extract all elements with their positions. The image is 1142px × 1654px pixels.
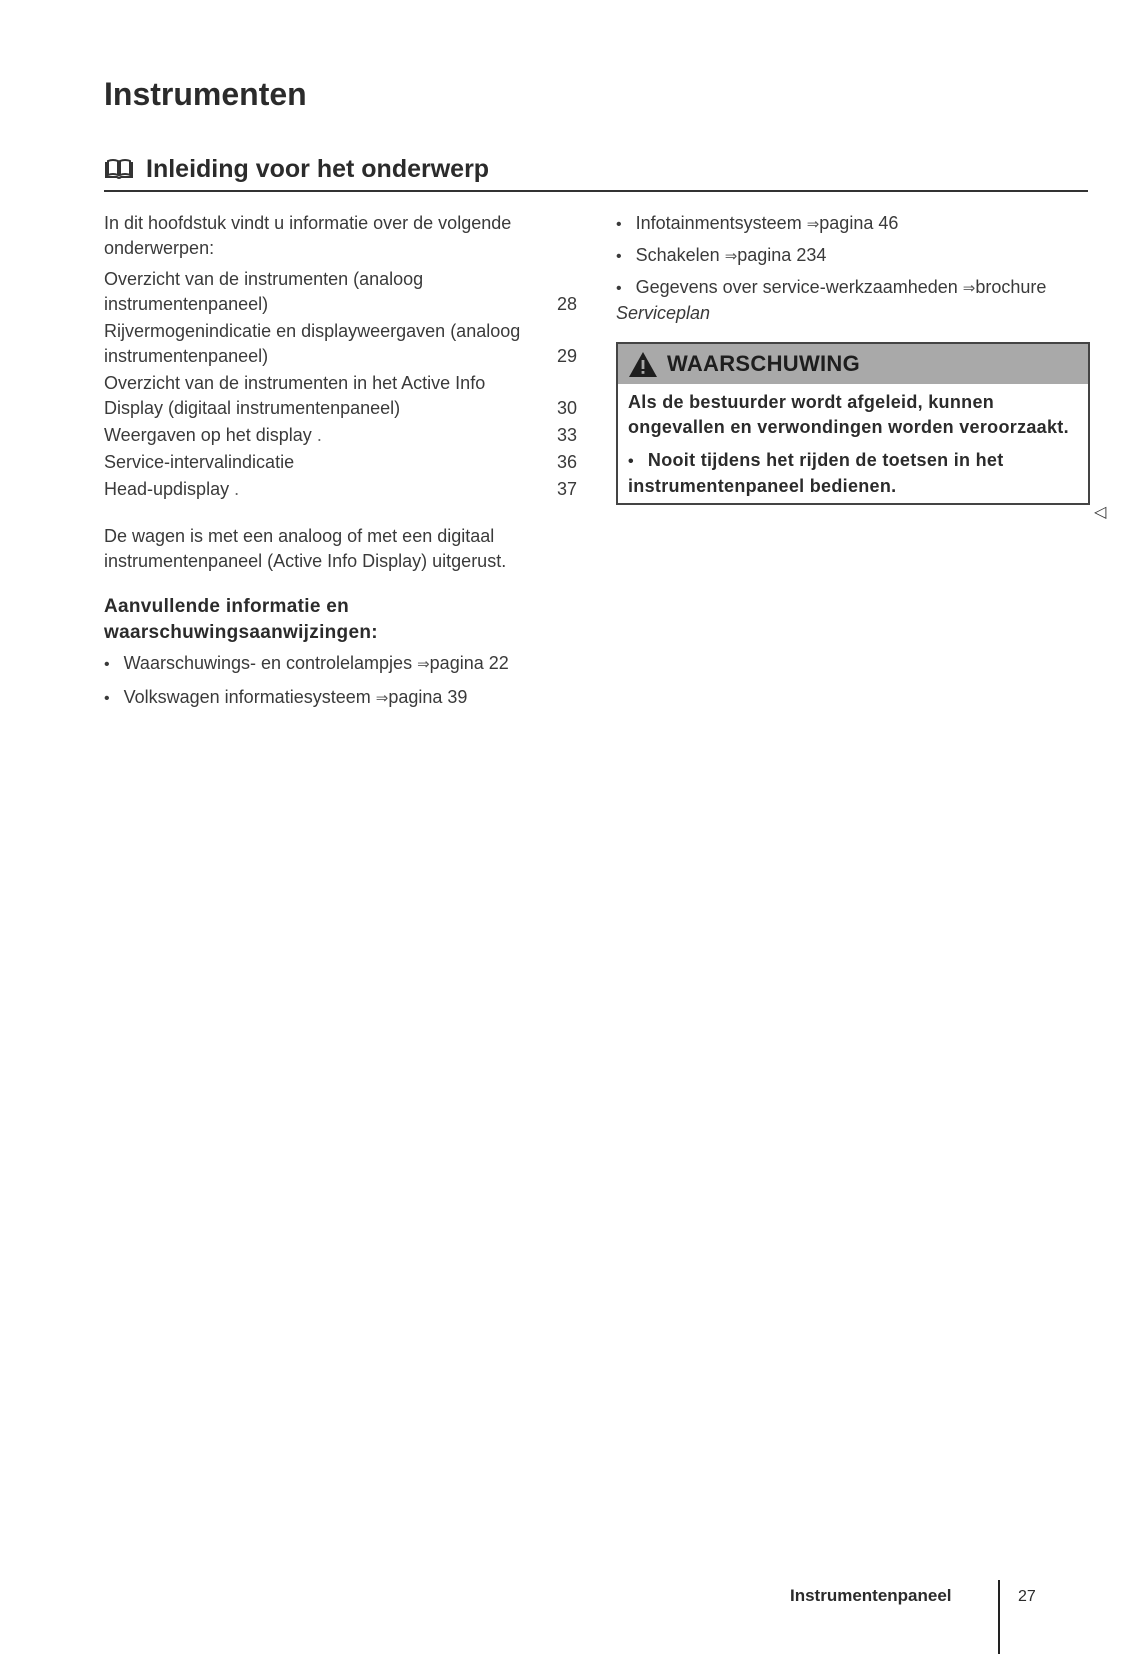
toc-title: Weergaven op het display: [104, 425, 312, 445]
section-heading: [104, 152, 489, 186]
brochure-link[interactable]: brochure: [975, 277, 1047, 297]
list-item: [616, 211, 1088, 237]
page-number: 27: [1018, 1588, 1036, 1605]
availability-text: De wagen is met een analoog of met een digitaal instrumentenpaneel (Active Info Display) uitgerust.: [104, 526, 507, 571]
end-marker-icon: ◁: [1094, 504, 1107, 521]
list-item: [104, 685, 577, 711]
arrow-icon: ⇒: [806, 216, 820, 233]
section-rule: [104, 190, 1088, 192]
list-item: [616, 275, 1088, 326]
toc-page: 36: [556, 452, 577, 472]
toc-page: 29: [556, 346, 577, 366]
bullet-dot: •: [616, 248, 622, 265]
toc-page: 30: [556, 398, 577, 418]
toc-title: Overzicht van de instrumenten in het Active Info Display (digitaal instrumentenpaneel): [104, 373, 486, 418]
warning-bullet: [628, 448, 1078, 499]
bullet-dot: •: [104, 656, 110, 673]
bullet-dot: •: [104, 690, 110, 707]
item-text: Gegevens over service-werkzaamheden: [635, 277, 958, 297]
toc-title: Head-updisplay: [104, 479, 230, 499]
bullet-dot: •: [616, 216, 622, 233]
section-title: Inleiding voor het onderwerp: [146, 155, 490, 183]
toc-title: Rijvermogenindicatie en displayweergaven (analoog instrumentenpaneel): [104, 321, 521, 366]
footer-divider: [998, 1580, 1000, 1654]
arrow-icon: ⇒: [417, 656, 430, 673]
toc-item[interactable]: [104, 450, 577, 475]
intro-text: In dit hoofdstuk vindt u informatie over de volgende onderwerpen:: [104, 213, 512, 258]
warning-title: WAARSCHUWING: [667, 351, 861, 376]
right-column: [616, 211, 1088, 332]
bullet-dot: •: [616, 280, 622, 297]
toc-item[interactable]: [104, 477, 577, 502]
toc-item[interactable]: [104, 319, 577, 369]
warning-box: [616, 342, 1090, 505]
arrow-icon: ⇒: [375, 690, 389, 707]
item-text: Waarschuwings- en controlelampjes: [123, 653, 413, 673]
toc-item[interactable]: [104, 267, 577, 317]
brochure-title[interactable]: Serviceplan: [616, 303, 711, 323]
warning-header: [618, 344, 1088, 384]
page-ref-link[interactable]: pagina 46: [819, 213, 899, 233]
additional-heading: Aanvullende informatie en waarschuwingsaanwijzingen:: [104, 596, 378, 643]
arrow-icon: ⇒: [724, 248, 738, 265]
page-ref-link[interactable]: pagina 39: [388, 687, 468, 707]
toc-item[interactable]: [104, 371, 577, 421]
item-text: Schakelen: [635, 245, 720, 265]
warning-triangle-icon: [628, 351, 658, 378]
warning-bullet-text: Nooit tijdens het rijden de toetsen in het instrumentenpaneel bedienen.: [628, 450, 1004, 496]
toc-page: 33: [556, 425, 577, 445]
toc-title: Overzicht van de instrumenten (analoog instrumentenpaneel): [104, 269, 424, 314]
left-column: [104, 211, 577, 711]
list-item: [616, 243, 1088, 269]
item-text: Infotainmentsysteem: [635, 213, 802, 233]
toc-page: 37: [556, 479, 577, 499]
warning-text: Als de bestuurder wordt afgeleid, kunnen ongevallen en verwondingen worden veroorzaakt.: [628, 392, 1069, 437]
toc-title: Service-intervalindicatie: [104, 452, 295, 472]
footer-section: Instrumentenpaneel: [790, 1586, 952, 1605]
toc-page: 28: [556, 294, 577, 314]
toc-leader: .: [311, 425, 322, 445]
item-text: Volkswagen informatiesysteem: [123, 687, 371, 707]
list-item: [104, 651, 577, 677]
page-ref-link[interactable]: pagina 234: [737, 245, 827, 265]
toc-item[interactable]: [104, 423, 577, 448]
bullet-dot: •: [628, 453, 634, 470]
book-icon: [104, 158, 134, 180]
arrow-icon: ⇒: [962, 280, 976, 297]
page-ref-link[interactable]: pagina 22: [429, 653, 509, 673]
toc-leader: .: [229, 479, 240, 499]
warning-body: [618, 384, 1088, 503]
chapter-title: Instrumenten: [104, 76, 307, 112]
